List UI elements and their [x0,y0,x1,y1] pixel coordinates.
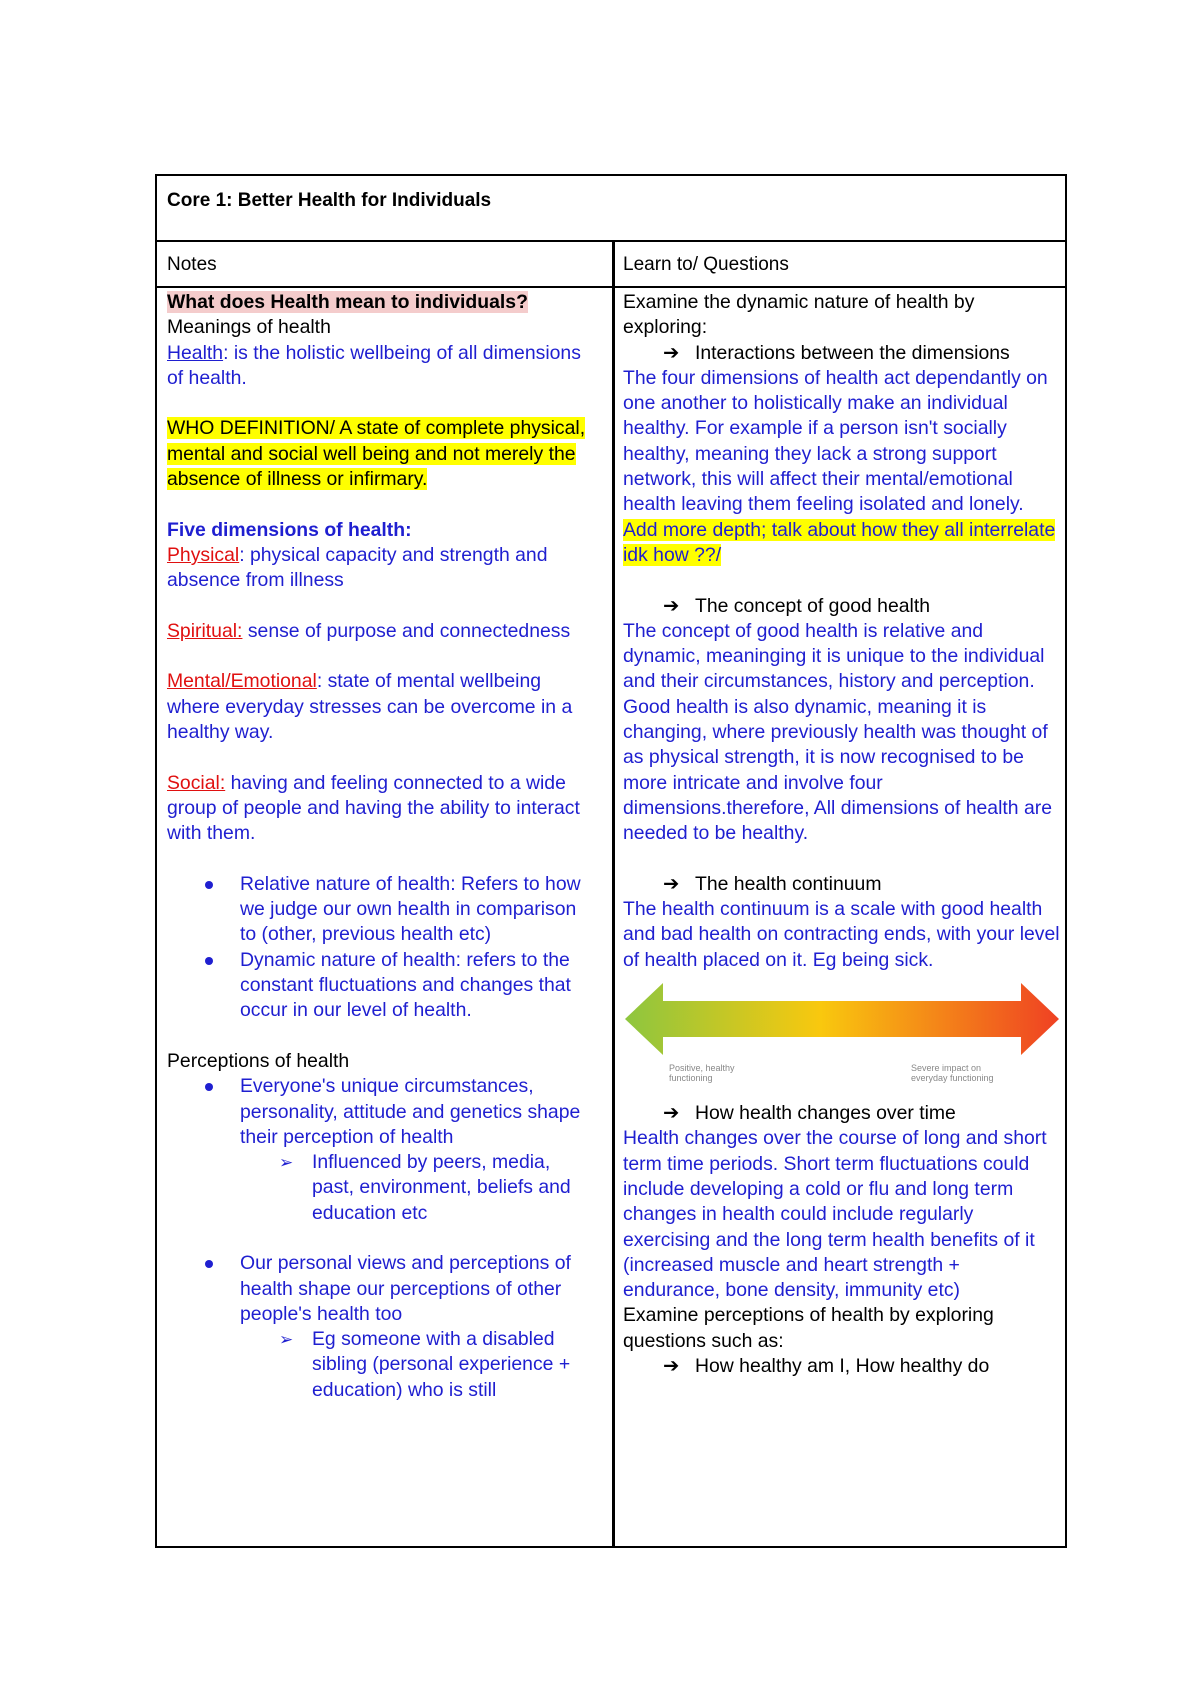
health-term: Health [167,341,224,364]
arrow-right-icon: ➔ [663,1354,680,1377]
mental-def: : state of mental wellbeing where everyday stresses can be overcome in a healthy way. [167,670,573,744]
continuum-text: The health continuum is a scale with good health and bad health on contracting ends, with your level of health placed on it. Eg being sick. [623,898,1060,971]
health-question-heading: What does Health mean to individuals? [167,291,528,313]
perceptions-heading: Perceptions of health [167,1049,350,1072]
five-dimensions-heading: Five dimensions of health: [167,518,412,541]
list-item [167,872,597,948]
spiritual-def: sense of purpose and connectedness [242,619,571,642]
arrowhead-icon: ➢ [279,1153,294,1173]
arrow-item [623,1354,1061,1379]
unique-circumstances-text: Everyone's unique circumstances, personality, attitude and genetics shape their perception of health [240,1075,581,1148]
spiritual-dimension [167,619,597,644]
continuum-left-label: Positive, healthy functioning [669,1063,735,1084]
list-item [167,1074,597,1150]
bullet-icon [205,881,213,889]
arrow-item [623,594,1061,619]
interactions-text: The four dimensions of health act dependantly on one another to holistically make an individual healthy. For example if a person isn't socially healthy, meaning they lack a strong support network, this will affect their mental/emotional health leaving them feeling isolated and lonely. [623,366,1048,516]
social-def: having and feeling connected to a wide group of people and having the ability to interact with them. [167,771,580,845]
notes-column [167,290,597,1403]
arrow-item [623,341,1061,366]
examine-perceptions-heading: Examine perceptions of health by exploring questions such as: [623,1304,994,1352]
sub-list-item [167,1150,597,1226]
changes-over-time-text: Health changes over the course of long and short term time periods. Short term fluctuations could include developing a cold or flu and long term changes in health could include regularly exercising and the long term health benefits of it (increased muscle and heart strength + endurance, bone density, immunity etc) [623,1127,1047,1302]
continuum-right-label: Severe impact on everyday functioning [911,1063,994,1084]
social-term: Social: [167,771,226,794]
learn-column-header: Learn to/ Questions [623,254,789,275]
meanings-heading: Meanings of health [167,316,331,339]
continuum-heading: The health continuum [695,872,882,895]
spiritual-term: Spiritual: [167,619,243,642]
examine-dynamic-heading: Examine the dynamic nature of health by exploring: [623,291,975,339]
notes-column-header: Notes [167,254,217,275]
social-dimension [167,771,597,847]
list-item [167,1251,597,1327]
physical-def: : physical capacity and strength and absence from illness [167,543,548,592]
column-divider [612,242,615,1548]
mental-term: Mental/Emotional [167,670,317,693]
bullet-icon [205,1083,213,1091]
continuum-arrow-icon [623,979,1061,1059]
health-definition [167,341,597,392]
arrowhead-icon: ➢ [279,1330,294,1350]
table-title: Core 1: Better Health for Individuals [167,190,492,211]
table-header-row [157,242,1065,288]
arrow-right-icon: ➔ [663,1102,680,1125]
list-item [167,948,597,1024]
notes-table [155,174,1067,1548]
influenced-by-text: Influenced by peers, media, past, environment, beliefs and education etc [312,1151,571,1224]
changes-over-time-heading: How health changes over time [695,1102,956,1125]
interactions-heading: Interactions between the dimensions [695,341,1010,364]
how-healthy-question: How healthy am I, How healthy do [695,1354,990,1377]
health-continuum-image [623,979,1061,1097]
arrow-right-icon: ➔ [663,594,680,617]
good-health-text: The concept of good health is relative and dynamic, meaninging it is unique to the individual and their circumstances, history and perception. Good health is also dynamic, meaning it is changing, where previously health was thought of as physical strength, it is now recognised to be more intricate and involve four dimensions.therefore, All dimensions of health are needed to be healthy. [623,619,1052,845]
depth-note: Add more depth; talk about how they all interrelate idk how ??/ [623,518,1056,566]
health-def-text: : is the holistic wellbeing of all dimensions of health. [167,341,581,389]
who-definition: WHO DEFINITION/ A state of complete physical, mental and social well being and not merely the absence of illness or infirmary. [167,417,586,491]
good-health-heading: The concept of good health [695,594,931,617]
bullet-icon [205,1260,213,1268]
arrow-right-icon: ➔ [663,341,680,364]
physical-dimension [167,543,597,594]
physical-term: Physical [167,543,240,566]
arrow-item [623,872,1061,897]
example-sibling-text: Eg someone with a disabled sibling (personal experience + education) who is still [312,1328,571,1401]
personal-views-text: Our personal views and perceptions of health shape our perceptions of other people's health too [240,1252,571,1325]
table-title-row [157,176,1065,242]
relative-nature-text: Relative nature of health: Refers to how we judge our own health in comparison to (other, previous health etc) [240,872,581,946]
mental-dimension [167,669,597,745]
sub-list-item [167,1327,597,1403]
arrow-item [623,1101,1061,1126]
bullet-icon [205,957,213,965]
dynamic-nature-text: Dynamic nature of health: refers to the constant fluctuations and changes that occur in our level of health. [240,948,571,1022]
arrow-right-icon: ➔ [663,872,680,895]
learn-column [623,290,1061,1379]
